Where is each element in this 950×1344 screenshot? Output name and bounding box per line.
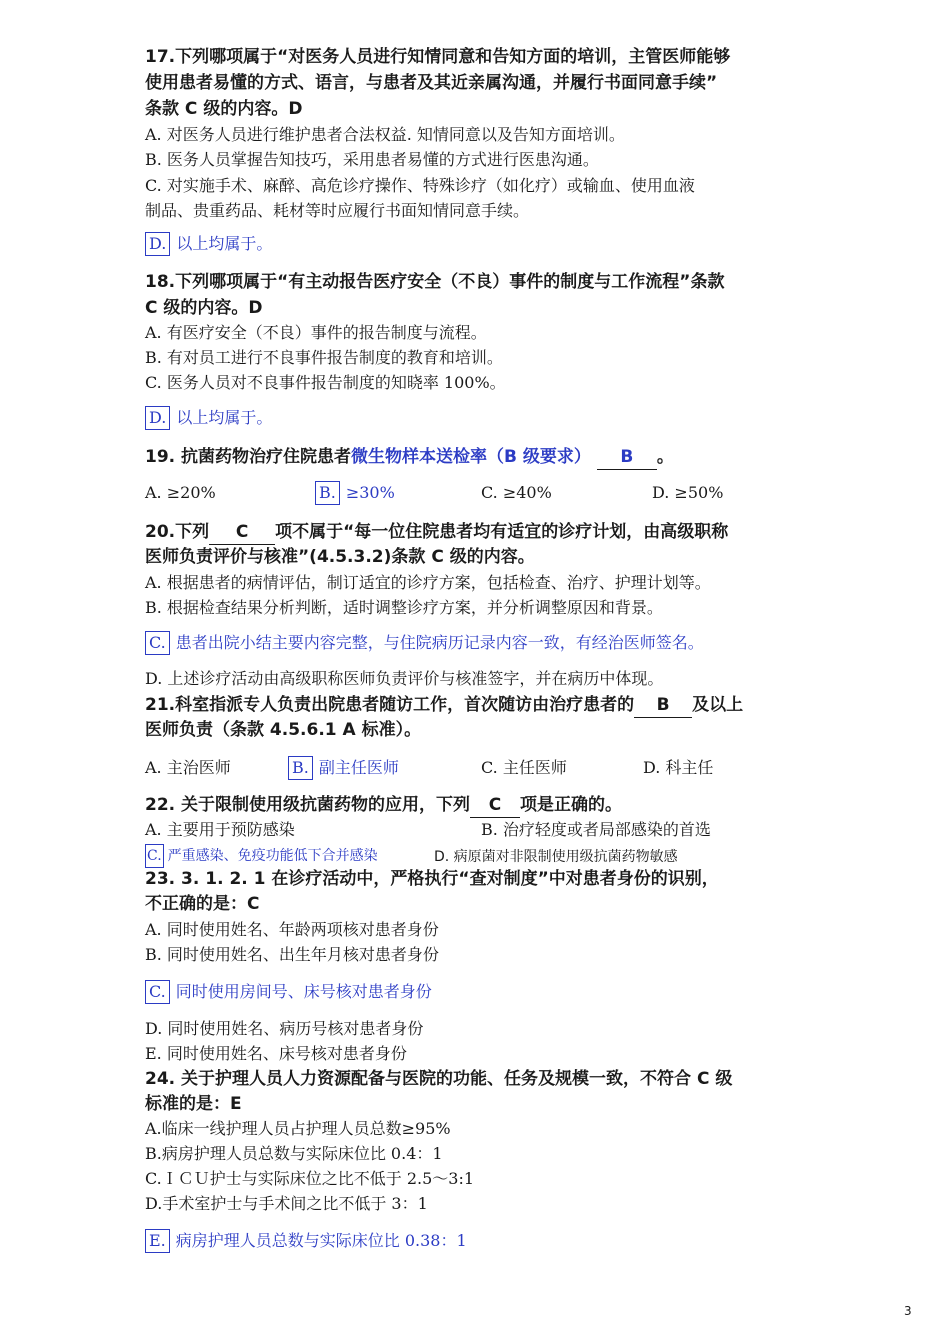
q24-title-line1: 24. 关于护理人员人力资源配备与医院的功能、任务及规模一致，不符合 C 级 (145, 1069, 733, 1089)
q19-option-d: D. ≥50% (652, 483, 724, 502)
answer-box: D. (145, 406, 170, 430)
q22-title (145, 793, 622, 818)
q24-option-e-answer (145, 1229, 467, 1253)
q20-option-d: D. 上述诊疗活动由高级职称医师负责评价与核准签字，并在病历中体现。 (145, 669, 664, 688)
q18-option-c: C. 医务人员对不良事件报告制度的知晓率 100%。 (145, 373, 506, 392)
page-number: 3 (904, 1304, 912, 1318)
q22-answer-blank: C (470, 793, 520, 818)
q22-option-a: A. 主要用于预防感染 (145, 820, 295, 839)
q20-option-a: A. 根据患者的病情评估，制订适宜的诊疗方案，包括检查、治疗、护理计划等。 (145, 573, 711, 592)
q22-option-d: D. 病原菌对非限制使用级抗菌药物敏感 (434, 849, 678, 865)
q17-title-line1: 17.下列哪项属于“对医务人员进行知情同意和告知方面的培训，主管医师能够 (145, 47, 731, 67)
q17-option-d-answer (145, 232, 272, 256)
q17-option-c-line1: C. 对实施手术、麻醉、高危诊疗操作、特殊诊疗（如化疗）或输血、使用血液 (145, 176, 695, 195)
q18-title-line1: 18.下列哪项属于“有主动报告医疗安全（不良）事件的制度与工作流程”条款 (145, 272, 725, 292)
q20-option-c-text: 患者出院小结主要内容完整，与住院病历记录内容一致，有经治医师签名。 (175, 633, 704, 652)
q20-title-rest: 项不属于“每一位住院患者均有适宜的诊疗计划，由高级职称 (275, 522, 729, 542)
answer-box: C. (145, 844, 164, 868)
q23-option-d: D. 同时使用姓名、病历号核对患者身份 (145, 1019, 424, 1038)
q24-title-line2: 标准的是：E (145, 1094, 242, 1114)
q23-option-c-text: 同时使用房间号、床号核对患者身份 (175, 982, 432, 1001)
q20-option-c-answer (145, 631, 704, 655)
q19-option-c: C. ≥40% (481, 483, 552, 502)
q21-answer-blank: B (634, 693, 692, 718)
q19-option-a: A. ≥20% (145, 483, 216, 502)
answer-box: B. (288, 756, 313, 780)
q23-option-e: E. 同时使用姓名、床号核对患者身份 (145, 1044, 407, 1063)
q17-option-a: A. 对医务人员进行维护患者合法权益. 知情同意以及告知方面培训。 (145, 125, 625, 144)
q21-option-c: C. 主任医师 (481, 758, 567, 777)
q22-option-c-answer (145, 844, 378, 868)
q17-title-line2: 使用患者易懂的方式、语言，与患者及其近亲属沟通，并履行书面同意手续” (145, 73, 718, 93)
q21-title-line2: 医师负责（条款 4.5.6.1 A 标准）。 (145, 720, 422, 740)
q20-option-b: B. 根据检查结果分析判断，适时调整诊疗方案，并分析调整原因和背景。 (145, 598, 663, 617)
q23-option-c-answer (145, 980, 432, 1004)
answer-box: E. (145, 1229, 170, 1253)
q24-option-a: A.临床一线护理人员占护理人员总数≥95% (145, 1119, 451, 1138)
q22-option-c-text: 严重感染、免疫功能低下合并感染 (167, 848, 378, 864)
q17-option-d-text: 以上均属于。 (176, 234, 273, 253)
q19-title-prefix: 19. 抗菌药物治疗住院患者 (145, 447, 352, 467)
q24-option-c: C.ＩＣＵ护士与实际床位之比不低于 2.5～3:1 (145, 1169, 475, 1188)
q22-title-prefix: 22. 关于限制使用级抗菌药物的应用，下列 (145, 795, 471, 815)
q20-title-line1 (145, 520, 728, 545)
q21-option-a: A. 主治医师 (145, 758, 231, 777)
q19-option-b-text: ≥30% (345, 483, 395, 502)
answer-box: B. (315, 481, 340, 505)
q17-option-b: B. 医务人员掌握告知技巧，采用患者易懂的方式进行医患沟通。 (145, 150, 599, 169)
q21-title-end: 及以上 (692, 695, 744, 715)
q21-option-b-text: 副主任医师 (318, 758, 399, 777)
q18-option-b: B. 有对员工进行不良事件报告制度的教育和培训。 (145, 348, 503, 367)
q19-title-highlight: 微生物样本送检率（B 级要求） (351, 447, 591, 467)
q19-title-suffix: 。 (656, 447, 674, 467)
q20-title-prefix: 20.下列 (145, 522, 210, 542)
q22-option-b: B. 治疗轻度或者局部感染的首选 (481, 820, 711, 839)
q17-option-c-line2: 制品、贵重药品、耗材等时应履行书面知情同意手续。 (145, 201, 530, 220)
q23-title-line2: 不正确的是：C (145, 894, 260, 914)
q21-option-d: D. 科主任 (643, 758, 714, 777)
q18-title-line2: C 级的内容。D (145, 298, 263, 318)
q19-answer-blank: B (597, 445, 657, 470)
q18-option-d-answer (145, 406, 272, 430)
q24-option-e-text: 病房护理人员总数与实际床位比 0.38：1 (175, 1231, 467, 1250)
q17-title-line3: 条款 C 级的内容。D (145, 99, 303, 119)
q23-option-a: A. 同时使用姓名、年龄两项核对患者身份 (145, 920, 439, 939)
q20-answer-blank: C (209, 520, 275, 545)
answer-box: D. (145, 232, 170, 256)
q21-title-line1 (145, 693, 743, 718)
q21-title-text: 21.科室指派专人负责出院患者随访工作，首次随访由治疗患者的 (145, 695, 635, 715)
q24-option-b: B.病房护理人员总数与实际床位比 0.4：1 (145, 1144, 443, 1163)
answer-box: C. (145, 631, 170, 655)
q19-title (145, 445, 674, 470)
q23-title-line1: 23. 3. 1. 2. 1 在诊疗活动中，严格执行“查对制度”中对患者身份的识别， (145, 869, 719, 889)
q22-title-suffix: 项是正确的。 (520, 795, 623, 815)
q20-title-line2: 医师负责评价与核准”(4.5.3.2)条款 C 级的内容。 (145, 547, 535, 567)
q18-option-d-text: 以上均属于。 (176, 408, 273, 427)
q21-option-b-answer (288, 756, 399, 780)
q18-option-a: A. 有医疗安全（不良）事件的报告制度与流程。 (145, 323, 487, 342)
answer-box: C. (145, 980, 170, 1004)
q19-option-b-answer (315, 481, 395, 505)
q24-option-d: D.手术室护士与手术间之比不低于 3：1 (145, 1194, 428, 1213)
q23-option-b: B. 同时使用姓名、出生年月核对患者身份 (145, 945, 439, 964)
